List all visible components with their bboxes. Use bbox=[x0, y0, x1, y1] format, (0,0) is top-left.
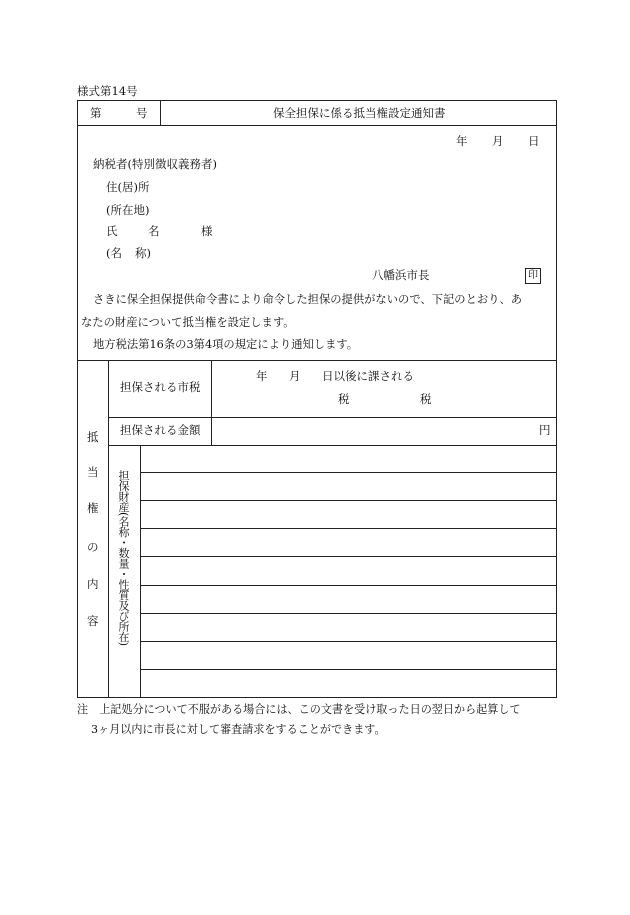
amount-unit: 円 bbox=[539, 423, 551, 437]
body-line-2: なたの財産について抵当権を設定します。 bbox=[81, 316, 295, 329]
form-label: 様式第14号 bbox=[77, 84, 138, 98]
note-line-2: 3ヶ月以内に市長に対して審査請求をすることができます。 bbox=[91, 723, 386, 736]
tax-type-2: 税 bbox=[420, 392, 432, 406]
tax-date-rest: 日以後に課される bbox=[322, 369, 414, 383]
issuer-name: 八幡浜市長 bbox=[372, 268, 430, 282]
side-label-char-1: 抵 bbox=[87, 430, 99, 444]
property-line-7 bbox=[140, 641, 557, 642]
table-top-line bbox=[77, 360, 557, 361]
table-side-divider bbox=[108, 360, 109, 698]
header-divider bbox=[160, 100, 161, 125]
taxpayer-label: 納税者(特別徴収義務者) bbox=[93, 157, 217, 171]
seal-mark: 印 bbox=[525, 268, 541, 284]
body-line-1: さきに保全担保提供命令書により命令した担保の提供がないので、下記のとおり、あ bbox=[93, 293, 523, 306]
property-line-4 bbox=[140, 556, 557, 557]
property-line-2 bbox=[140, 500, 557, 501]
document-title: 保全担保に係る抵当権設定通知書 bbox=[273, 106, 446, 120]
tax-label: 担保される市税 bbox=[120, 380, 201, 394]
tax-year: 年 bbox=[256, 369, 268, 383]
address-label: 住(居)所 bbox=[106, 180, 150, 194]
property-label: 担保財産(名称・数量・性質及び所在) bbox=[117, 470, 130, 646]
property-label-divider bbox=[140, 445, 141, 698]
table-label-divider bbox=[211, 360, 212, 445]
name-label-2: 名 bbox=[148, 224, 160, 238]
side-label-char-4: の bbox=[87, 540, 99, 554]
side-label-char-2: 当 bbox=[87, 465, 99, 479]
side-label-char-5: 内 bbox=[87, 577, 99, 591]
tax-type-1: 税 bbox=[338, 392, 350, 406]
date-day: 日 bbox=[528, 134, 540, 148]
entity-label-2: 称) bbox=[135, 246, 151, 260]
property-line-8 bbox=[140, 669, 557, 670]
property-line-1 bbox=[140, 472, 557, 473]
number-suffix: 号 bbox=[136, 106, 148, 120]
property-line-3 bbox=[140, 528, 557, 529]
side-label-char-6: 容 bbox=[87, 614, 99, 628]
location-label: (所在地) bbox=[106, 203, 150, 217]
date-year: 年 bbox=[456, 134, 468, 148]
side-label-char-3: 権 bbox=[87, 501, 99, 515]
amount-label: 担保される金額 bbox=[120, 423, 201, 437]
property-line-5 bbox=[140, 585, 557, 586]
tax-month: 月 bbox=[289, 369, 301, 383]
number-prefix: 第 bbox=[90, 106, 102, 120]
body-line-3: 地方税法第16条の3第4項の規定により通知します。 bbox=[93, 338, 359, 351]
date-month: 月 bbox=[492, 134, 504, 148]
note-line-1: 注 上記処分について不服がある場合には、この文書を受け取った日の翌日から起算して bbox=[77, 703, 521, 716]
table-row-line-2 bbox=[108, 445, 557, 446]
name-label-1: 氏 bbox=[106, 224, 118, 238]
property-line-6 bbox=[140, 613, 557, 614]
header-bottom-line bbox=[77, 125, 557, 126]
table-row-line-1 bbox=[108, 417, 557, 418]
honorific: 様 bbox=[201, 224, 213, 238]
entity-label-1: (名 bbox=[106, 246, 122, 260]
